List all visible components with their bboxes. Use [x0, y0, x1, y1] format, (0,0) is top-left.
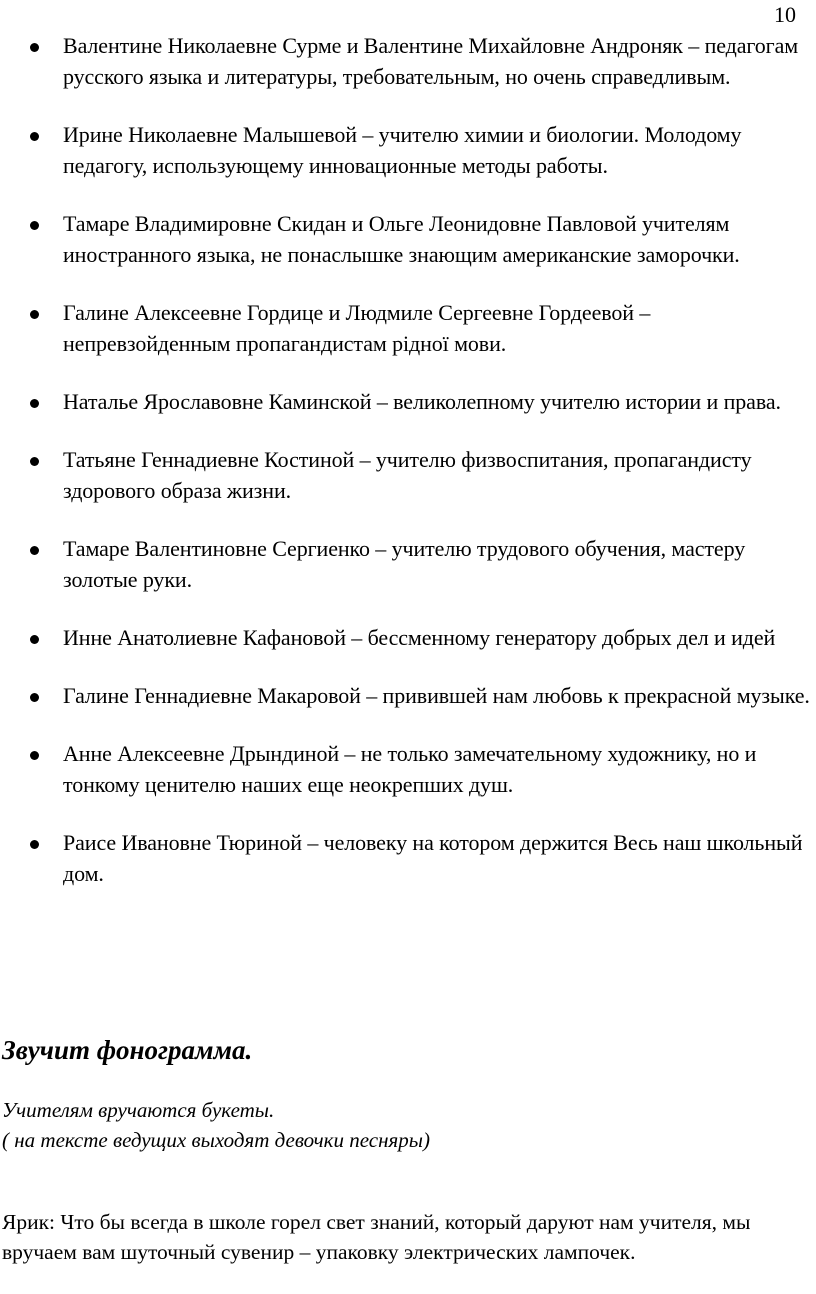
- stage-direction-line: ( на тексте ведущих выходят девочки песняры): [2, 1128, 430, 1152]
- list-item-text: Наталье Ярославовне Каминской – великолепному учителю истории и права.: [63, 389, 781, 414]
- list-item: [0, 119, 816, 181]
- bullet-icon: [30, 840, 39, 849]
- stage-directions: [2, 1095, 430, 1155]
- list-item: [0, 297, 816, 359]
- list-item: [0, 680, 816, 711]
- list-item: [0, 827, 816, 889]
- stage-direction-line: Учителям вручаются букеты.: [2, 1098, 275, 1122]
- list-item-text: Тамаре Владимировне Скидан и Ольге Леонидовне Павловой учителям иностранного языка, не понаслышке знающим американские заморочки.: [63, 211, 740, 267]
- list-item-text: Галине Алексеевне Гордице и Людмиле Сергеевне Гордеевой – непревзойденным пропагандистам рідної мови.: [63, 300, 651, 356]
- list-item: [0, 30, 816, 92]
- list-item-text: Анне Алексеевне Дрындиной – не только замечательному художнику, но и тонкому ценителю наших еще неокрепших душ.: [63, 741, 757, 797]
- list-item-text: Раисе Ивановне Тюриной – человеку на котором держится Весь наш школьный дом.: [63, 830, 803, 886]
- list-item-text: Ирине Николаевне Малышевой – учителю химии и биологии. Молодому педагогу, использующему инновационные методы работы.: [63, 122, 742, 178]
- bullet-icon: [30, 635, 39, 644]
- list-item-text: Галине Геннадиевне Макаровой – привившей нам любовь к прекрасной музыке.: [63, 683, 810, 708]
- list-item: [0, 444, 816, 506]
- list-item: [0, 208, 816, 270]
- teacher-list: [0, 30, 816, 916]
- bullet-icon: [30, 457, 39, 466]
- bullet-icon: [30, 310, 39, 319]
- list-item: [0, 533, 816, 595]
- bullet-icon: [30, 693, 39, 702]
- list-item-text: Татьяне Геннадиевне Костиной – учителю физвоспитания, пропагандисту здорового образа жизни.: [63, 447, 752, 503]
- list-item-text: Тамаре Валентиновне Сергиенко – учителю трудового обучения, мастеру золотые руки.: [63, 536, 746, 592]
- section-heading: Звучит фонограмма.: [2, 1035, 253, 1065]
- list-item: [0, 622, 816, 653]
- list-item: [0, 738, 816, 800]
- bullet-icon: [30, 43, 39, 52]
- bullet-icon: [30, 221, 39, 230]
- bullet-icon: [30, 399, 39, 408]
- bullet-icon: [30, 132, 39, 141]
- bullet-icon: [30, 546, 39, 555]
- list-item-text: Инне Анатолиевне Кафановой – бессменному генератору добрых дел и идей: [63, 625, 776, 650]
- list-item: [0, 386, 816, 417]
- list-item-text: Валентине Николаевне Сурме и Валентине Михайловне Андроняк – педагогам русского языка и литературы, требовательным, но очень справедливым.: [63, 33, 799, 89]
- page-number: 10: [774, 2, 796, 27]
- dialogue-paragraph: Ярик: Что бы всегда в школе горел свет знаний, который даруют нам учителя, мы вручаем вам шуточный сувенир – упаковку электрических лампочек.: [2, 1210, 751, 1264]
- bullet-icon: [30, 751, 39, 760]
